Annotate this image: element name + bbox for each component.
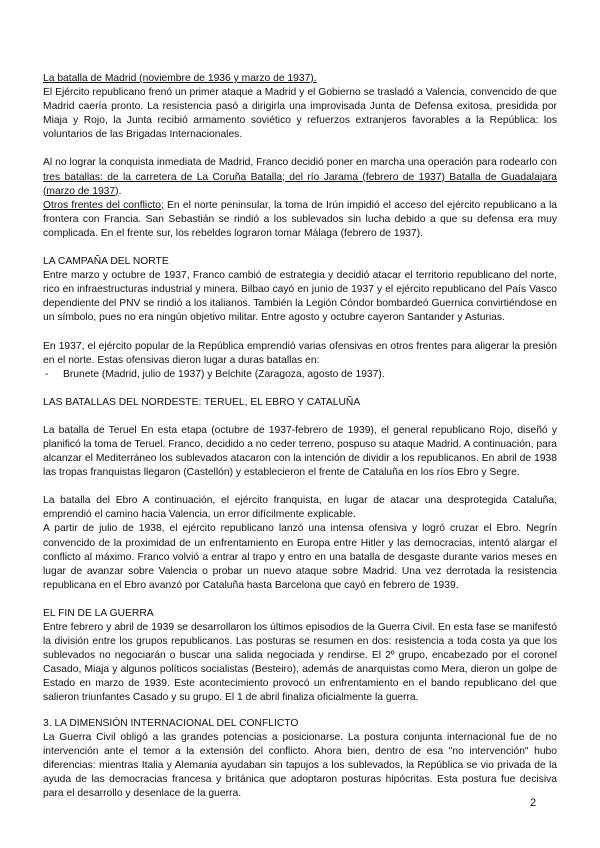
fin-paragraph-1: Entre febrero y abril de 1939 se desarrollaron los últimos episodios de la Guerra Civil. En esta fase se manifestó la división entre los grupos republicanos. Las posturas se resumen en dos: resistencia a toda costa ya que los sublevados no negociarán o buscar una salida negociada y rendirse. El 2º grupo, encabezado por el coronel Casado, Miaja y algunos políticos socialistas (Besteiro), además de anarquistas como Mera, dieron un golpe de Estado en marzo de 1939. Este acontecimiento provocó un enfrentamiento en el bando republicano del que salieron triunfantes Casado y su grupo. El 1 de abril finaliza oficialmente la guerra. (43, 622, 557, 704)
madrid-paragraph-2 (43, 156, 557, 198)
document-page (43, 72, 557, 801)
madrid-paragraph-1: El Ejército republicano frenó un primer ataque a Madrid y el Gobierno se trasladó a Valencia, convencido de que Madrid caería pronto. La resistencia pasó a dirigirla una improvisada Junta de Defensa exitosa, presidida por Miaja y Rojo, la Junta recibió armamento soviético y refuerzos extranjeros favorables a la República: los voluntarios de las Brigadas Internacionales. (43, 87, 557, 141)
norte-paragraph-1: Entre marzo y octubre de 1937, Franco cambió de estrategia y decidió atacar el territorio republicano del norte, rico en infraestructuras industrial y minera. Bilbao cayó en junio de 1937 y el ejército republicano del País Vasco dependiente del PNV se rindió a los italianos. También la Legión Cóndor bombardeó Guernica convirtiéndose en un símbolo, pues no era ningún objetivo militar. Entre agosto y octubre cayeron Santander y Asturias. (43, 270, 557, 324)
nordeste-paragraph-2: La batalla del Ebro A continuación, el ejército franquista, en lugar de atacar una desprotegida Cataluña, emprendió el camino hacia Valencia, un error difícilmente explicable. (43, 495, 557, 521)
list-item (43, 368, 557, 382)
other-fronts-label: Otros frentes del conflicto; (43, 199, 164, 211)
norte-paragraph-2: En 1937, el ejército popular de la República emprendió varias ofensivas en otros frentes para aligerar la presión en el norte. Estas ofensivas dieron lugar a duras batallas en: (43, 340, 557, 366)
madrid-p2-end: . (118, 185, 122, 197)
heading-dimension-internacional: 3. LA DIMENSIÓN INTERNACIONAL DEL CONFLICTO (43, 717, 299, 729)
madrid-battle-title: La batalla de Madrid (noviembre de 1936 y marzo de 1937). (43, 73, 317, 84)
heading-batallas-nordeste: LAS BATALLAS DEL NORDESTE: TERUEL, EL EBRO Y CATALUÑA (43, 396, 361, 408)
nordeste-paragraph-1: La batalla de Teruel En esta etapa (octubre de 1937-febrero de 1939), el general republicano Rojo, diseñó y planificó la toma de Teruel. Franco, decidido a no ceder terreno, pospuso su ataque Madrid. A continuación, para alcanzar el Mediterráneo los sublevados atacaron con la intención de dividir a los republicanos. En abril de 1938 las tropas franquistas llegaron (Castellón) y establecieron el frente de Cataluña en los ríos Ebro y Segre. (43, 424, 557, 479)
three-battles-text: tres batallas: de la carretera de La Coruña Batalla; del río Jarama (febrero de 1937) Batalla de Guadalajara (marzo de 1937) (43, 171, 557, 197)
other-fronts-text: En el norte peninsular, la toma de Irún impidió el acceso del ejército republicano a la frontera con Francia. San Sebastián se rindió a los sublevados sin lucha debido a que su defensa era muy complicada. En el frente sur, los rebeldes lograron tomar Málaga (febrero de 1937). (43, 199, 557, 239)
bullet-dash: - (45, 368, 49, 380)
internacional-paragraph-1: La Guerra Civil obligó a las grandes potencias a posicionarse. La postura conjunta internacional fue de no intervención ante el temor a la extensión del conflicto. Ahora bien, dentro de esa "no intervención" hubo diferencias: mientras Italia y Alemania ayudaban sin tapujos a los sublevados, la República se vio privada de la ayuda de las democracias francesa y británica que adoptaron posturas hipócritas. Esta postura fue decisiva para el desarrollo y desenlace de la guerra. (43, 731, 557, 800)
other-fronts-paragraph (43, 199, 557, 241)
heading-campana-norte: LA CAMPAÑA DEL NORTE (43, 256, 169, 268)
heading-fin-guerra: EL FIN DE LA GUERRA (43, 607, 154, 619)
madrid-p2-start: Al no lograr la conquista inmediata de Madrid, Franco decidió poner en marcha una operación para rodearlo con (43, 157, 557, 169)
page-number: 2 (530, 797, 537, 809)
nordeste-paragraph-3: A partir de julio de 1938, el ejército republicano lanzó una intensa ofensiva y logró cruzar el Ebro. Negrín convencido de la proximidad de un enfrentamiento en Europa entre Hitler y las democracias, intentó alargar el conflicto al máximo. Franco volvió a entrar al trapo y entro en una batalla de desgaste durante varios meses en lugar de avanzar sobre Valencia o probar un nuevo ataque sobre Madrid. Una vez derrotada la resistencia republicana en el Ebro avanzó por Cataluña hasta Barcelona que cayó en febrero de 1939. (43, 523, 557, 591)
bullet-text: Brunete (Madrid, julio de 1937) y Belchite (Zaragoza, agosto de 1937). (63, 368, 385, 380)
